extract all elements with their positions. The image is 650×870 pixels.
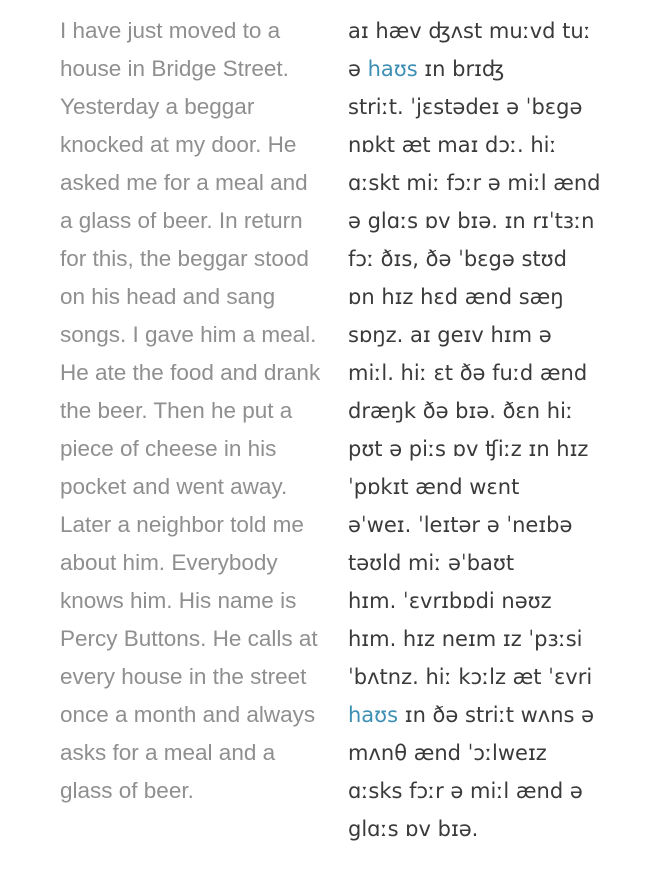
text-line: a glass of beer. In return	[60, 208, 303, 233]
text-line: once a month and always	[60, 702, 316, 727]
text-line: asked me for a meal and	[60, 170, 308, 195]
highlighted-word-link[interactable]: haʊs	[348, 703, 399, 727]
text-line: piece of cheese in his	[60, 436, 277, 461]
ipa-line	[348, 316, 638, 354]
text-line: He ate the food and drank	[60, 360, 321, 385]
ipa-line	[348, 202, 638, 240]
ipa-segment: ˈbʌtnz. hiː kɔːlz æt ˈɛvri	[348, 665, 593, 689]
text-line: every house in the street	[60, 664, 307, 689]
text-line: house in Bridge Street.	[60, 56, 289, 81]
ipa-segment: hɪm. hɪz neɪm ɪz ˈpɜːsi	[348, 627, 583, 651]
text-line: asks for a meal and a	[60, 740, 276, 765]
text-line: glass of beer.	[60, 778, 194, 803]
ipa-line	[348, 658, 638, 696]
text-line: songs. I gave him a meal.	[60, 322, 317, 347]
ipa-line	[348, 392, 638, 430]
english-text-column	[60, 12, 335, 810]
ipa-line	[348, 696, 638, 734]
highlighted-word-link[interactable]: haʊs	[367, 57, 418, 81]
ipa-segment: dræŋk ðə bɪə. ðɛn hiː	[348, 399, 573, 423]
ipa-line	[348, 620, 638, 658]
ipa-line	[348, 810, 638, 848]
ipa-line	[348, 126, 638, 164]
ipa-segment: mʌnθ ænd ˈɔːlweɪz	[348, 741, 547, 765]
text-line: Later a neighbor told me	[60, 512, 304, 537]
text-line: knocked at my door. He	[60, 132, 297, 157]
ipa-segment: fɔː ðɪs, ðə ˈbɛgə stʊd	[348, 247, 567, 271]
text-line: knows him. His name is	[60, 588, 297, 613]
text-line: the beer. Then he put a	[60, 398, 293, 423]
ipa-segment: ɑːskt miː fɔːr ə miːl ænd	[348, 171, 601, 195]
text-line: pocket and went away.	[60, 474, 288, 499]
ipa-segment: ɒn hɪz hɛd ænd sæŋ	[348, 285, 564, 309]
ipa-line	[348, 734, 638, 772]
ipa-segment: ˈpɒkɪt ænd wɛnt	[348, 475, 520, 499]
ipa-segment: təʊld miː əˈbaʊt	[348, 551, 515, 575]
ipa-segment: glɑːs ɒv bɪə.	[348, 817, 479, 841]
ipa-segment: ə	[348, 57, 368, 81]
ipa-line	[348, 430, 638, 468]
text-line: on his head and sang	[60, 284, 276, 309]
text-line: Yesterday a beggar	[60, 94, 255, 119]
ipa-segment: pʊt ə piːs ɒv ʧiːz ɪn hɪz	[348, 437, 589, 461]
ipa-line	[348, 468, 638, 506]
text-line: about him. Everybody	[60, 550, 278, 575]
ipa-segment: aɪ hæv ʤʌst muːvd tuː	[348, 19, 591, 43]
ipa-line	[348, 88, 638, 126]
text-line: Percy Buttons. He calls at	[60, 626, 318, 651]
ipa-transcription-column	[348, 12, 638, 848]
ipa-segment: striːt. ˈjɛstədeɪ ə ˈbɛgə	[348, 95, 583, 119]
ipa-line	[348, 12, 638, 50]
ipa-segment: ə glɑːs ɒv bɪə. ɪn rɪˈtɜːn	[348, 209, 595, 233]
ipa-line	[348, 278, 638, 316]
ipa-segment: əˈweɪ. ˈleɪtər ə ˈneɪbə	[348, 513, 573, 537]
ipa-line	[348, 544, 638, 582]
ipa-segment: hɪm. ˈɛvrɪbɒdi nəʊz	[348, 589, 552, 613]
ipa-line	[348, 50, 638, 88]
ipa-line	[348, 164, 638, 202]
ipa-segment: ɪn ðə striːt wʌns ə	[398, 703, 595, 727]
ipa-line	[348, 772, 638, 810]
ipa-line	[348, 240, 638, 278]
ipa-line	[348, 354, 638, 392]
ipa-segment: sɒŋz. aɪ geɪv hɪm ə	[348, 323, 552, 347]
ipa-line	[348, 506, 638, 544]
ipa-line	[348, 582, 638, 620]
text-line: I have just moved to a	[60, 18, 281, 43]
ipa-segment: nɒkt æt maɪ dɔː. hiː	[348, 133, 557, 157]
ipa-segment: ɑːsks fɔːr ə miːl ænd ə	[348, 779, 583, 803]
text-line: for this, the beggar stood	[60, 246, 309, 271]
ipa-segment: ɪn brɪʤ	[417, 57, 505, 81]
ipa-segment: miːl. hiː ɛt ðə fuːd ænd	[348, 361, 588, 385]
